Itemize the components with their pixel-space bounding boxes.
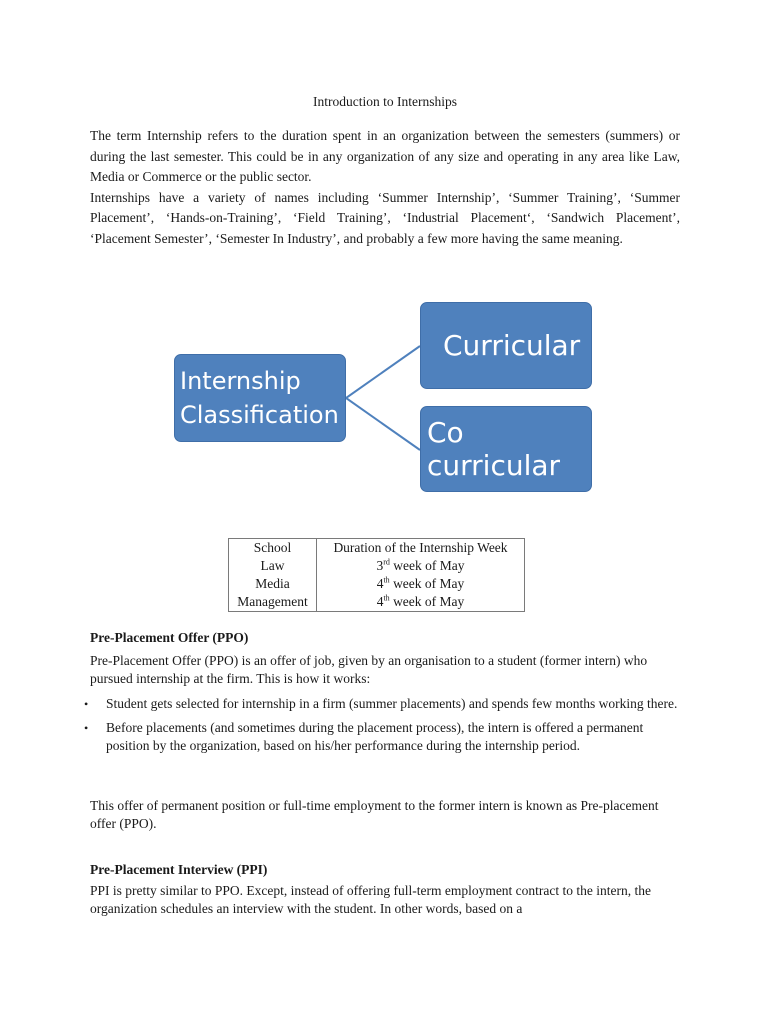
- list-item-text: Student gets selected for internship in a firm (summer placements) and spends few months working there.: [106, 696, 678, 711]
- table-cell-duration: 4th week of May: [317, 575, 525, 593]
- table-row: [229, 593, 525, 612]
- ppo-bullet-list: [84, 695, 680, 761]
- table-cell-school: Law: [229, 557, 317, 575]
- ppo-closing: This offer of permanent position or full-time employment to the former intern is known as Pre-placement offer (PPO).: [90, 798, 659, 831]
- table-header-school: School: [229, 539, 317, 558]
- intro-paragraph-2: Internships have a variety of names including ‘Summer Internship’, ‘Summer Training’, ‘Summer Placement’, ‘Hands-on-Training’, ‘Field Training’, ‘Industrial Placement‘, ‘Sandwich Placement’, ‘Placement Semester’, ‘Semester In Industry’, and probably a few more having the same meaning.: [90, 189, 680, 246]
- ppo-intro: Pre-Placement Offer (PPO) is an offer of job, given by an organisation to a student (former intern) who pursued internship at the firm. This is how it works:: [90, 653, 648, 686]
- list-item-text: Before placements (and sometimes during the placement process), the intern is offered a permanent position by the organization, based on his/her performance during the internship period.: [106, 720, 644, 753]
- classification-node-line-1: Internship: [180, 367, 301, 395]
- curricular-node-label: Curricular: [443, 329, 581, 362]
- table-header-duration: Duration of the Internship Week: [317, 539, 525, 558]
- intro-paragraph-1: The term Internship refers to the duration spent in an organization between the semesters (summers) or during the last semester. This could be in any organization of any size and operating in any area like Law, Media or Commerce or the public sector.: [90, 128, 680, 185]
- page-title: Introduction to Internships: [313, 94, 457, 109]
- bullet-icon: •: [84, 697, 89, 711]
- co-curricular-node-label: Co curricular: [427, 416, 561, 482]
- table-cell-duration: 4th week of May: [317, 593, 525, 612]
- table-cell-school: Media: [229, 575, 317, 593]
- internship-duration-table: [228, 538, 525, 612]
- bullet-icon: •: [84, 721, 89, 735]
- classification-node: [174, 354, 346, 442]
- ppo-heading: Pre-Placement Offer (PPO): [90, 630, 249, 645]
- table-header-row: [229, 539, 525, 558]
- classification-node-line-2: Classification: [180, 401, 339, 429]
- ppi-heading: Pre-Placement Interview (PPI): [90, 862, 268, 877]
- table-row: [229, 557, 525, 575]
- table-row: [229, 575, 525, 593]
- co-curricular-node: [420, 406, 592, 492]
- intro-section: [90, 126, 680, 250]
- diagram-connector: [346, 346, 420, 450]
- table-cell-school: Management: [229, 593, 317, 612]
- table-cell-duration: 3rd week of May: [317, 557, 525, 575]
- internship-classification-diagram: [170, 300, 600, 500]
- curricular-node: [420, 302, 592, 389]
- list-item: [84, 695, 680, 713]
- ppi-text: PPI is pretty similar to PPO. Except, instead of offering full-term employment contract to the intern, the organization schedules an interview with the student. In other words, based on a: [90, 883, 652, 916]
- list-item: [84, 719, 680, 755]
